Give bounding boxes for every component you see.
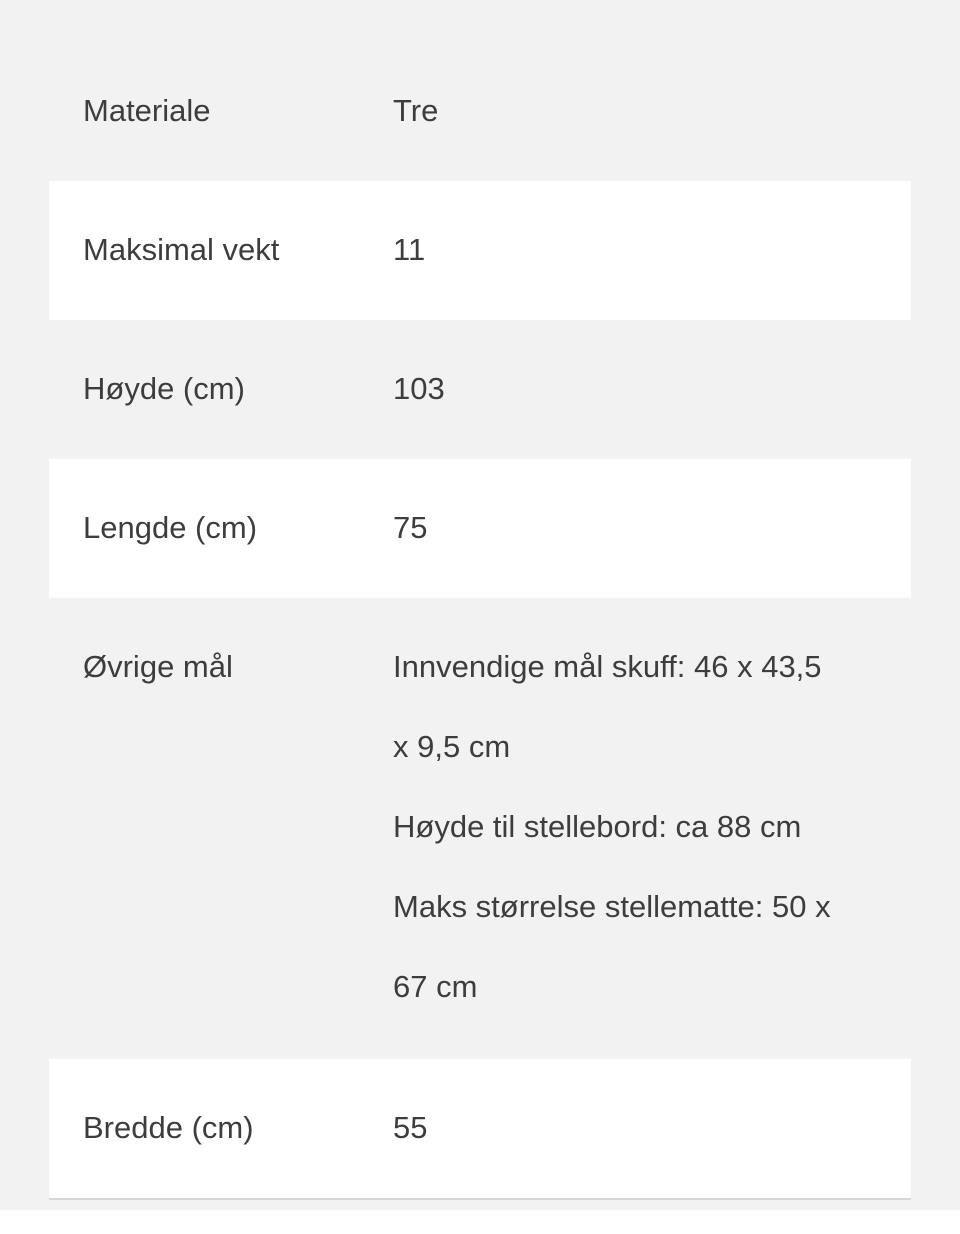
- spec-row-hoyde: [49, 320, 911, 459]
- spec-row-materiale: [49, 42, 911, 181]
- spec-value: [393, 42, 877, 151]
- spec-row-maksimal-vekt: [49, 181, 911, 320]
- spec-value-line: 103: [393, 371, 445, 406]
- spec-label: Materiale: [83, 93, 211, 128]
- spec-value: [393, 598, 877, 1027]
- spec-value-line: 11: [393, 232, 426, 267]
- spec-row-lengde: [49, 459, 911, 598]
- spec-row-bredde: [49, 1059, 911, 1198]
- spec-row-ovrige-mal: [49, 598, 911, 1059]
- spec-value: [393, 181, 877, 290]
- spec-value-line: 67 cm: [393, 969, 478, 1004]
- spec-label: Høyde (cm): [83, 371, 245, 406]
- page-bottom-strip: [0, 1210, 960, 1234]
- spec-value-line: Tre: [393, 93, 439, 128]
- product-spec-table: [49, 42, 911, 1200]
- spec-label: Bredde (cm): [83, 1110, 254, 1145]
- spec-value-line: Høyde til stellebord: ca 88 cm: [393, 809, 802, 844]
- spec-value-line: 55: [393, 1110, 428, 1145]
- spec-value-line: x 9,5 cm: [393, 729, 511, 764]
- spec-label: Øvrige mål: [83, 649, 233, 684]
- spec-value: [393, 459, 877, 568]
- spec-label: Maksimal vekt: [83, 232, 280, 267]
- spec-value-line: Maks størrelse stellematte: 50 x: [393, 889, 831, 924]
- spec-value-line: 75: [393, 510, 428, 545]
- spec-value: [393, 1059, 877, 1168]
- spec-value: [393, 320, 877, 429]
- spec-value-line: Innvendige mål skuff: 46 x 43,5: [393, 649, 822, 684]
- spec-label: Lengde (cm): [83, 510, 258, 545]
